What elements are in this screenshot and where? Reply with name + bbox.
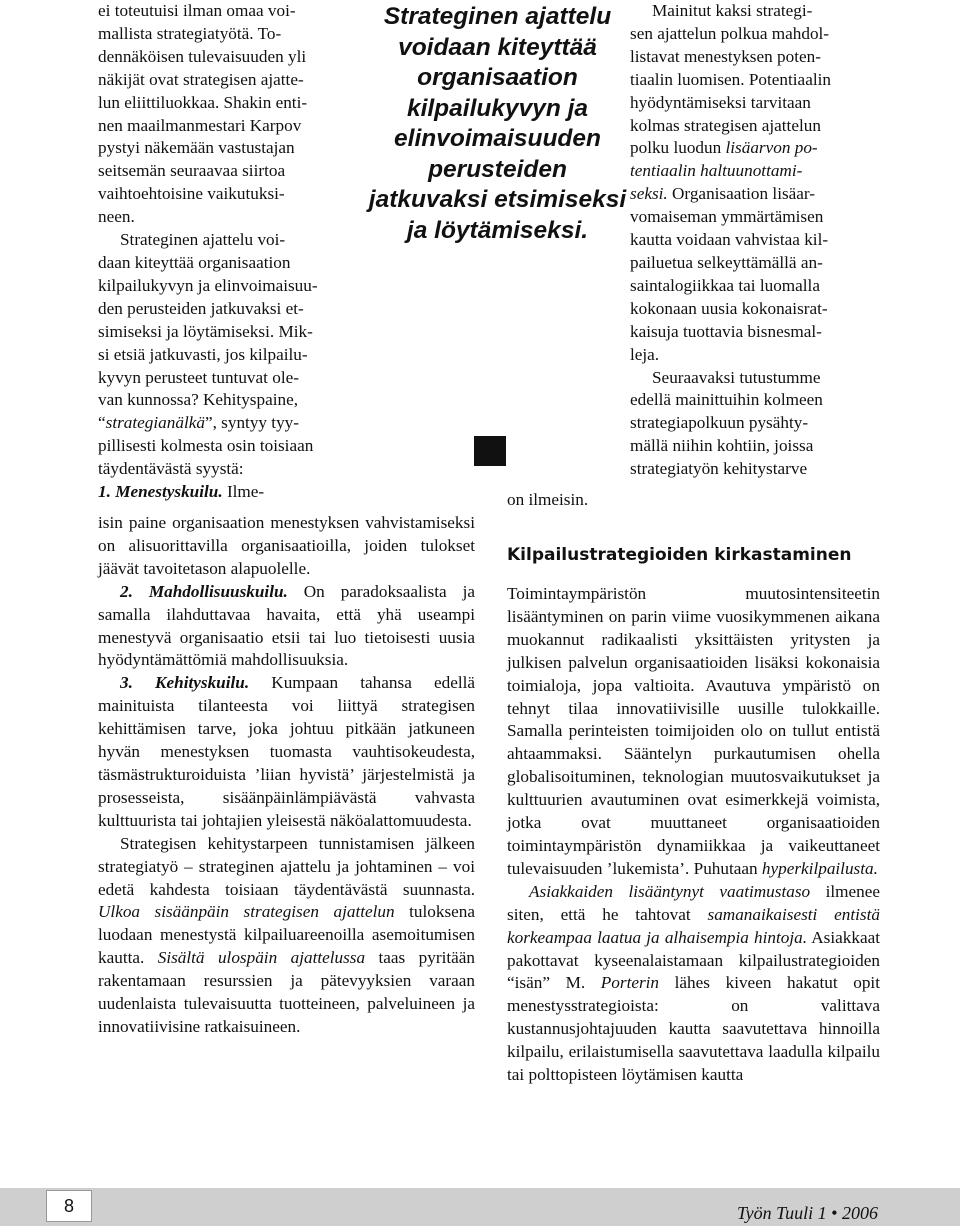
pull-quote-line: perusteiden bbox=[428, 155, 567, 183]
pull-quote-line: elinvoimaisuuden bbox=[394, 125, 601, 152]
text-line: van kunnossa? Kehityspaine, bbox=[98, 390, 298, 410]
text-line: kyvyn perusteet tuntuvat ole- bbox=[98, 367, 299, 387]
item-1-label: 1. Menestyskuilu. bbox=[98, 482, 223, 502]
text-line: Seuraavaksi tutustumme bbox=[652, 367, 821, 387]
bullet-separator: • bbox=[831, 1203, 838, 1223]
middle-fragment bbox=[507, 489, 627, 512]
text-line: tentiaalin haltuunottami- bbox=[630, 161, 803, 181]
item-3-label: 3. Kehityskuilu. bbox=[120, 673, 250, 693]
p3-text: Toimintaympäristön muutosintensiteetin lisääntyminen on parin viime vuosikymmenen aikana muokannut radikaalisti yksittäisten yritysten ja julkisen palvelun organisaatioiden lisäksi kokonaisia toimialoja, jopa valtioita. Avautuva ympäristö on tehnyt tilaa innovatiivisille uusille tulokkaille. Samalla perinteisten toimijoiden olo on tullut entistä ahtaammaksi. Sääntelyn purkautumisen ohella globalisoituminen, teknologian muutosvaikutukset ja kulttuurien avautuminen ovat esimerkkejä voimista, jotka ovat muuttaneet organisaatioiden toimintaympäristön dynamiikkaa ja vaikeuttaneet tulevaisuuden ’lukemista’. Puhutaan bbox=[507, 584, 880, 878]
text-line: polku luodun lisäarvon po- bbox=[630, 138, 818, 158]
text-line: Mainitut kaksi strategi- bbox=[652, 1, 813, 20]
item-1-text: isin paine organisaation menestyksen vahvistamiseksi on alisuorittavilla organisaatioilla, joiden tulokset jäävät tavoitetason alapuolelle. bbox=[98, 513, 475, 578]
text-line: vaihtoehtoisine vaikutuksi- bbox=[98, 184, 285, 204]
right-paragraph-1 bbox=[630, 0, 880, 367]
journal-year: 2006 bbox=[842, 1203, 878, 1223]
text-line: pystyi näkemään vastustajan bbox=[98, 138, 295, 158]
text-line: edellä mainittuihin kolmeen bbox=[630, 390, 823, 410]
p4-em-3: Porterin bbox=[600, 973, 660, 993]
journal-name: Työn Tuuli bbox=[737, 1203, 814, 1223]
p4-em-1: Asiakkaiden lisääntynyt vaatimustaso bbox=[529, 881, 811, 901]
text-line: kaisuja tuottavia bisnesmal- bbox=[630, 321, 822, 341]
section-end-marker bbox=[474, 436, 506, 466]
final-text-1: Strategisen kehitystarpeen tunnistamisen jälkeen strategiatyö – strateginen ajattelu ja johtaminen – voi edetä kahdesta toisiaan täydentävästä suunnasta. bbox=[98, 833, 475, 899]
text-line: dennäköisen tulevaisuuden yli bbox=[98, 46, 307, 66]
fragment-text: on ilmeisin. bbox=[507, 490, 589, 509]
p4-text-1: ilmenee siten, että he tahtovat bbox=[507, 881, 880, 924]
final-text-3: taas pyritään rakentamaan resurssien ja pätevyyksien varaan uudenlaista tulevaisuutta tuotteineen, palveluineen ja innovatiivisine ratkaisuineen. bbox=[98, 948, 475, 1036]
right-paragraph-2 bbox=[630, 367, 880, 482]
p4-text-3: lähes kiveen hakatut opit menestysstrategioista: on valittava kustannusjohtajuuden kautta saavutettava hinnoilla kilpailu, erilaistumisella saavutettava laadulla kilpailu tai polttopisteen löytämisen kautta bbox=[507, 973, 880, 1085]
text-line: näkijät ovat strategisen ajatte- bbox=[98, 69, 304, 89]
item-3-text: Kumpaan tahansa edellä mainituista tilanteesta voi liittyä strategisen kehittämisen tarve, joka johtuu pitkään jatkuneen hyvän menestyksen tuomasta vauhtisokeudesta, täsmästrukturoiduista ’liian hyvistä’ järjestelmistä ja prosesseista, sisäänpäinlämpiävästä vahvasta kulttuurista tai johtajien yleisestä näköalattomuudesta. bbox=[98, 673, 476, 830]
final-em-2: Sisältä ulospäin ajattelussa bbox=[157, 948, 366, 968]
text-line: seitsemän seuraavaa siirtoa bbox=[98, 161, 286, 181]
text-line: leja. bbox=[630, 344, 660, 364]
left-column-top bbox=[98, 0, 353, 504]
text-line: kilpailukyvyn ja elinvoimaisuu- bbox=[98, 275, 318, 295]
text-line: nen maailmanmestari Karpov bbox=[98, 115, 302, 135]
left-column-bottom bbox=[98, 512, 475, 1039]
text-line: kokonaan uusia kokonaisrat- bbox=[630, 298, 828, 318]
pull-quote-line: Strateginen ajattelu bbox=[383, 3, 612, 30]
text-line: tiaalin luomisen. Potentiaalin bbox=[630, 69, 831, 89]
item-2-text: On paradoksaalista ja samalla ilahduttavaa havaita, että yhä useampi menestyvä organisaatio etsii tai luo tietoisesti uusia hyödyntämättömiä mahdollisuuksia. bbox=[98, 581, 475, 670]
final-paragraph bbox=[98, 833, 475, 1039]
right-paragraph-3 bbox=[507, 583, 880, 881]
right-column-top bbox=[630, 0, 880, 481]
text-line: vomaiseman ymmärtämisen bbox=[630, 207, 824, 227]
item-2-paragraph bbox=[98, 581, 475, 673]
text-line: simiseksi ja löytämiseksi. Mik- bbox=[98, 321, 313, 341]
item-2-label: 2. Mahdollisuuskuilu. bbox=[120, 581, 288, 601]
item-1-head bbox=[98, 481, 353, 504]
pull-quote-line: voidaan kiteyttää bbox=[398, 33, 597, 61]
final-text-2: tuloksena luodaan menestystä kilpailuareenoilla asemoitumisen kautta. bbox=[98, 902, 476, 968]
text-line: listavat menestyksen poten- bbox=[630, 46, 821, 66]
text-line: saintalogiikkaa tai luomalla bbox=[630, 275, 820, 295]
text-line: kolmas strategisen ajattelun bbox=[630, 115, 821, 135]
text-line: mallista strategiatyötä. To- bbox=[98, 23, 282, 43]
p4-text-2: Asiakkaat pakottavat kyseenalaistamaan kilpailustrategioiden “isän” M. bbox=[507, 927, 880, 993]
text-line: pillisesti kolmesta osin toisiaan bbox=[98, 436, 314, 456]
journal-title bbox=[737, 1203, 878, 1224]
right-column-bottom bbox=[507, 583, 880, 1087]
text-line: pailuetua selkeyttämällä an- bbox=[630, 252, 823, 272]
page-number: 8 bbox=[46, 1190, 92, 1222]
text-line: “strategianälkä”, syntyy tyy- bbox=[98, 413, 299, 433]
text-line: lun eliittiluokkaa. Shakin enti- bbox=[98, 92, 308, 112]
text-line: strategiatyön kehitystarve bbox=[630, 459, 808, 479]
pull-quote-line: ja löytämiseksi. bbox=[406, 216, 589, 244]
text-line: täydentävästä syystä: bbox=[98, 459, 244, 479]
section-heading: Kilpailustrategioiden kirkastaminen bbox=[507, 545, 852, 565]
text-line: hyödyntämiseksi tarvitaan bbox=[630, 92, 811, 112]
pull-quote-line: kilpailukyvyn ja bbox=[406, 94, 589, 122]
right-paragraph-4 bbox=[507, 881, 880, 1087]
text-line: ei toteutuisi ilman omaa voi- bbox=[98, 1, 296, 20]
text-line: Strateginen ajattelu voi- bbox=[120, 230, 286, 250]
p4-em-2: samanaikaisesti entistä korkeampaa laatua ja alhaisempia hintoja. bbox=[507, 904, 880, 947]
item-1-lead: Ilme- bbox=[222, 482, 265, 502]
text-line: neen. bbox=[98, 207, 135, 227]
final-em-1: Ulkoa sisäänpäin strategisen ajattelun bbox=[98, 902, 395, 922]
text-line: sen ajattelun polkua mahdol- bbox=[630, 23, 830, 43]
p3-em: hyperkilpailusta. bbox=[761, 858, 878, 878]
pull-quote-line: organisaation bbox=[417, 64, 578, 91]
text-line: kautta voidaan vahvistaa kil- bbox=[630, 230, 829, 250]
text-line: mällä niihin kohtiin, joissa bbox=[630, 436, 814, 456]
text-line: strategiapolkuun pysähty- bbox=[630, 413, 809, 433]
pull-quote bbox=[360, 2, 635, 246]
strategy-paragraph bbox=[98, 229, 353, 481]
intro-paragraph bbox=[98, 0, 353, 229]
text-line: si etsiä jatkuvasti, jos kilpailu- bbox=[98, 344, 308, 364]
text-line: den perusteiden jatkuvaksi et- bbox=[98, 298, 304, 318]
text-line: daan kiteyttää organisaation bbox=[98, 252, 291, 272]
item-3-paragraph bbox=[98, 672, 475, 832]
text-line: seksi. Organisaation lisäar- bbox=[630, 184, 816, 204]
journal-issue: 1 bbox=[817, 1203, 827, 1223]
pull-quote-line: jatkuvaksi etsimiseksi bbox=[368, 186, 627, 213]
